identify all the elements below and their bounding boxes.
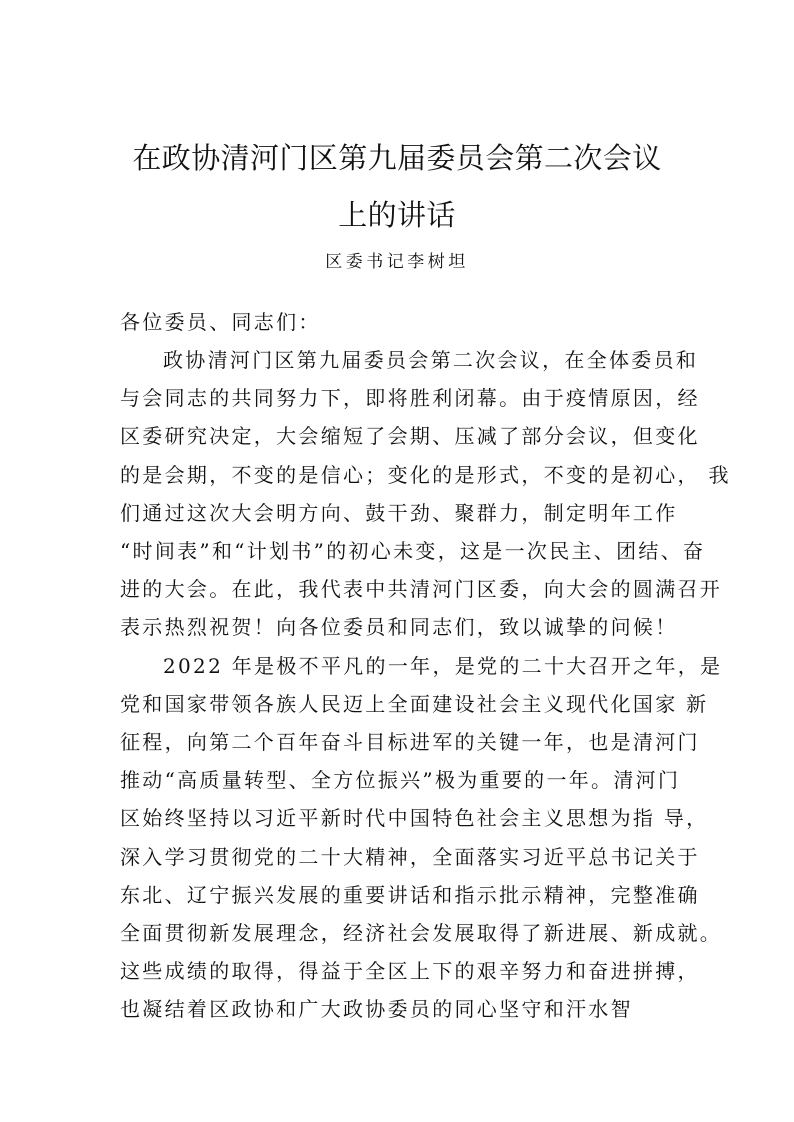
paragraph-1-line: 进的大会。在此，我代表中共清河门区委，向大会的圆满召开	[120, 577, 723, 602]
title-line-1: 在政协清河门区第九届委员会第二次会议	[132, 141, 662, 175]
paragraph-1-line: 的是会期，不变的是信心；变化的是形式，不变的是初心， 我	[120, 462, 731, 487]
salutation: 各位委员、同志们：	[120, 310, 321, 334]
paragraph-2-line: 2022 年是极不平凡的一年，是党的二十大召开之年，是	[163, 653, 723, 678]
paragraph-2-line: 全面贯彻新发展理念，经济社会发展取得了新进展、新成就。	[120, 921, 723, 945]
paragraph-1-line: 与会同志的共同努力下，即将胜利闭幕。由于疫情原因，经	[120, 386, 700, 411]
paragraph-2-line: 东北、辽宁振兴发展的重要讲话和指示批示精神，完整准确	[120, 882, 700, 907]
paragraph-2-line: 推动“高质量转型、全方位振兴”极为重要的一年。清河门	[120, 768, 681, 793]
paragraph-1-line: 表示热烈祝贺！向各位委员和同志们，致以诚挚的问候！	[120, 615, 678, 640]
paragraph-2-line: 也凝结着区政协和广大政协委员的同心坚守和汗水智	[120, 997, 633, 1022]
paragraph-2-line: 党和国家带领各族人民迈上全面建设社会主义现代化国家 新	[120, 691, 709, 716]
title-line-2: 上的讲话	[338, 198, 456, 232]
paragraph-2-line: 这些成绩的取得，得益于全区上下的艰辛努力和奋进拼搏，	[120, 959, 700, 984]
paragraph-2-line: 区始终坚持以习近平新时代中国特色社会主义思想为指 导，	[120, 806, 709, 831]
author-line: 区委书记李树坦	[325, 252, 469, 272]
paragraph-1-line: 区委研究决定，大会缩短了会期、压减了部分会议，但变化	[120, 424, 700, 449]
paragraph-2-line: 深入学习贯彻党的二十大精神，全面落实习近平总书记关于	[120, 844, 700, 869]
paragraph-2-line: 征程，向第二个百年奋斗目标进军的关键一年，也是清河门	[120, 730, 700, 754]
paragraph-1-line: “时间表”和“计划书”的初心未变，这是一次民主、团结、奋	[120, 539, 706, 563]
paragraph-1-line: 们通过这次大会明方向、鼓干劲、聚群力，制定明年工作	[120, 500, 678, 525]
paragraph-1-line: 政协清河门区第九届委员会第二次会议，在全体委员和	[163, 348, 699, 372]
